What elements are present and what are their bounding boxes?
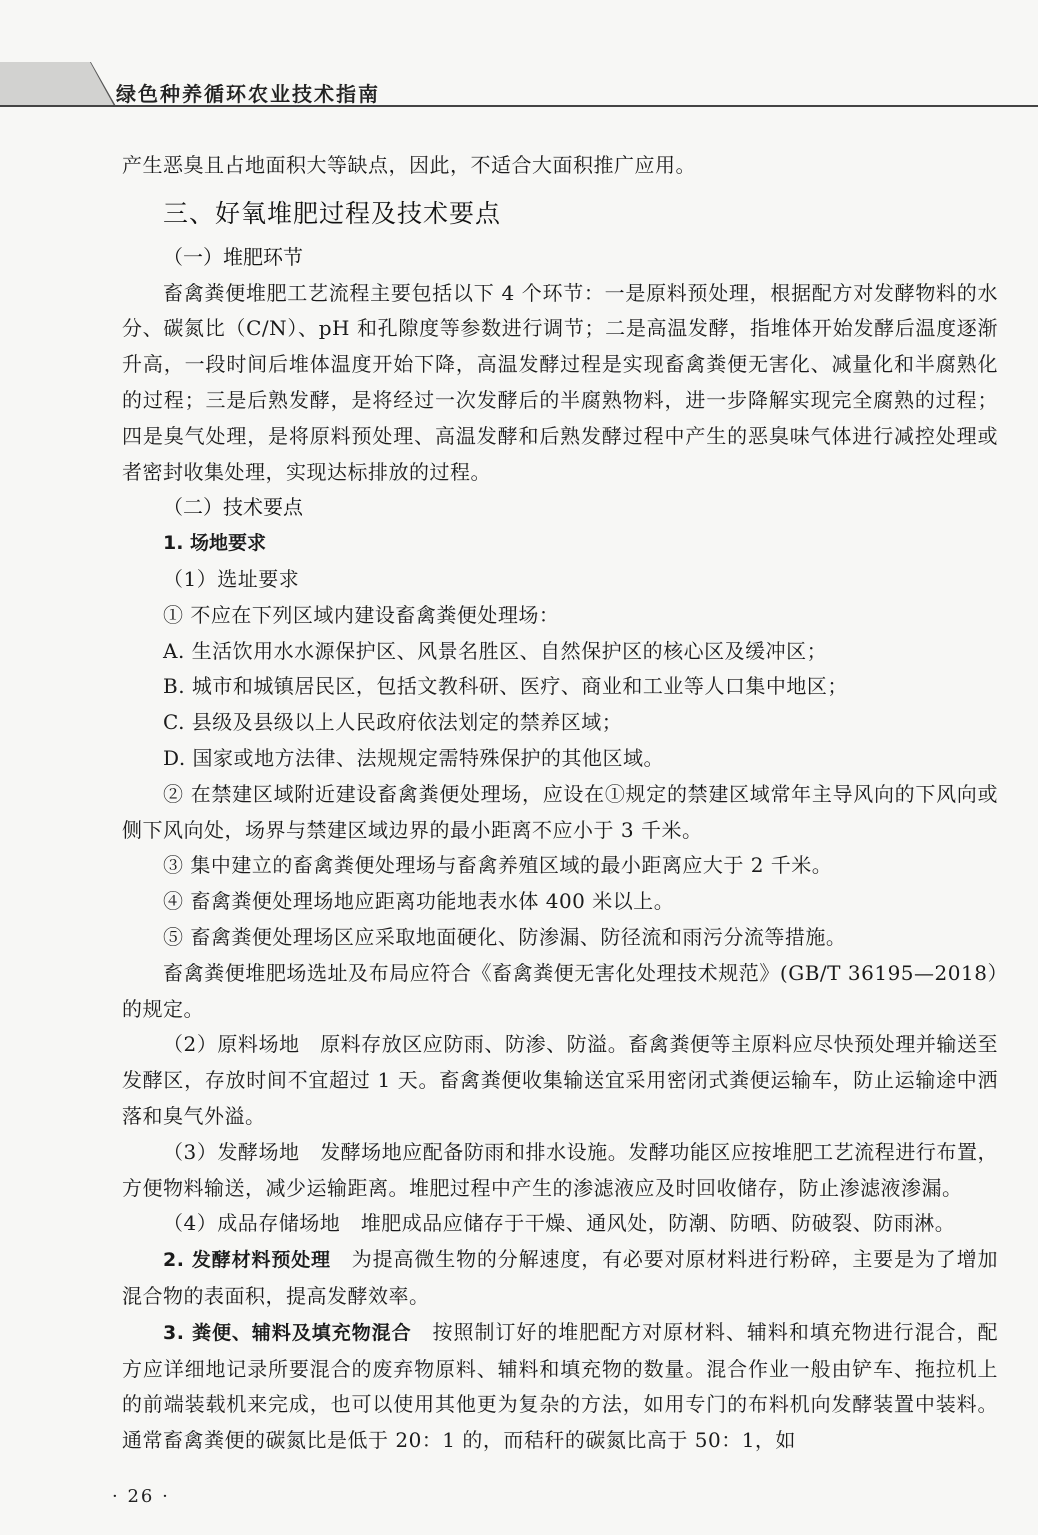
- paragraph-clause-4: ④ 畜禽粪便处理场地应距离功能地表水体 400 米以上。: [163, 889, 675, 914]
- paragraph-fermentation-site: （3）发酵场地 发酵场地应配备防雨和排水设施。发酵功能区应按堆肥工艺流程进行布置，方便物料输送，减少运输距离。堆肥过程中产生的渗滤液应及时回收储存，防止渗滤液渗漏。: [122, 1139, 998, 1200]
- paragraph-standard: 畜禽粪便堆肥场选址及布局应符合《畜禽粪便无害化处理技术规范》(GB/T 36195—2018）的规定。: [122, 960, 998, 1021]
- page-body: [122, 148, 998, 1459]
- mixing-text: 按照制订好的堆肥配方对原材料、辅料和填充物进行混合，配方应详细地记录所要混合的废弃物原料、辅料和填充物的数量。混合作业一般由铲车、拖拉机上的前端装载机来完成，也可以使用其他更为复杂的方法，如用专门的布料机向发酵装置中装料。通常畜禽粪便的碳氮比是低于 20：1 的，而秸秆的碳氮比高于 50：1，如: [122, 1319, 998, 1453]
- paragraph-clause-1: ① 不应在下列区域内建设畜禽粪便处理场：: [163, 602, 560, 627]
- mixing-lead: 3. 粪便、辅料及填充物混合: [163, 1321, 412, 1344]
- subsection-heading-1: （一）堆肥环节: [163, 244, 303, 269]
- running-header-title: 绿色种养循环农业技术指南: [116, 82, 380, 106]
- pretreatment-lead: 2. 发酵材料预处理: [163, 1249, 331, 1272]
- paragraph-clause-5: ⑤ 畜禽粪便处理场区应采取地面硬化、防渗漏、防径流和雨污分流等措施。: [163, 924, 847, 949]
- list-item-d: D. 国家或地方法律、法规规定需特殊保护的其他区域。: [163, 745, 665, 770]
- section-heading: 三、好氧堆肥过程及技术要点: [163, 198, 502, 228]
- list-item-b: B. 城市和城镇居民区，包括文教科研、医疗、商业和工业等人口集中地区；: [163, 674, 848, 699]
- paragraph-raw-material-site: （2）原料场地 原料存放区应防雨、防渗、防溢。畜禽粪便等主原料应尽快预处理并输送至发酵区，存放时间不宜超过 1 天。畜禽粪便收集输送宜采用密闭式粪便运输车，防止运输途中洒落和臭气外溢。: [122, 1032, 998, 1128]
- paragraph-clause-3: ③ 集中建立的畜禽粪便处理场与畜禽养殖区域的最小距离应大于 2 千米。: [163, 853, 833, 878]
- subsection-heading-2: （二）技术要点: [163, 495, 303, 520]
- paragraph-process: 畜禽粪便堆肥工艺流程主要包括以下 4 个环节：一是原料预处理，根据配方对发酵物料的水分、碳氮比（C/N）、pH 和孔隙度等参数进行调节；二是高温发酵，指堆体开始发酵后温度逐渐升高，一段时间后堆体温度开始下降，高温发酵过程是实现畜禽粪便无害化、减量化和半腐熟化的过程；三是后熟发酵，是将经过一次发酵后的半腐熟物料，进一步降解实现完全腐熟的过程；四是臭气处理，是将原料预处理、高温发酵和后熟发酵过程中产生的恶臭味气体进行减控处理或者密封收集处理，实现达标排放的过程。: [122, 280, 998, 484]
- list-item-a: A. 生活饮用水水源保护区、风景名胜区、自然保护区的核心区及缓冲区；: [163, 638, 828, 663]
- paragraph-clause-2: ② 在禁建区域附近建设畜禽粪便处理场，应设在①规定的禁建区域常年主导风向的下风向或侧下风向处，场界与禁建区域边界的最小距离不应小于 3 千米。: [122, 781, 998, 842]
- paragraph-storage-site: （4）成品存储场地 堆肥成品应储存于干燥、通风处，防潮、防晒、防破裂、防雨淋。: [163, 1211, 956, 1236]
- pretreatment-text: 为提高微生物的分解速度，有必要对原材料进行粉碎，主要是为了增加混合物的表面积，提高发酵效率。: [122, 1247, 998, 1308]
- paragraph-intro: 产生恶臭且占地面积大等缺点，因此，不适合大面积推广应用。: [122, 153, 696, 177]
- item-heading-site: 1. 场地要求: [163, 532, 267, 555]
- list-item-c: C. 县级及县级以上人民政府依法划定的禁养区域；: [163, 710, 623, 735]
- paragraph-pretreatment: [122, 1242, 998, 1315]
- paragraph-mixing: [122, 1315, 998, 1459]
- page-number: · 26 ·: [112, 1486, 170, 1507]
- paragraph-site-selection: （1）选址要求: [163, 566, 300, 591]
